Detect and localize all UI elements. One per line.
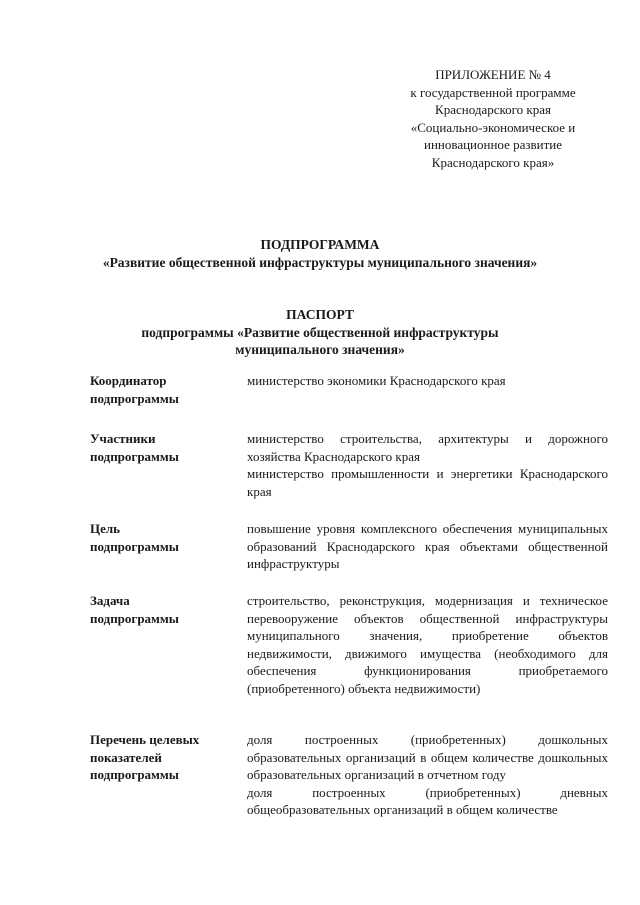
row-value-paragraph: министерство промышленности и энергетики Краснодарского края xyxy=(247,466,608,499)
row-label-line: подпрограммы xyxy=(90,390,179,406)
row-label-line: Участники xyxy=(90,431,156,446)
row-value xyxy=(247,520,608,573)
row-label-line: Задача xyxy=(90,593,130,608)
row-label xyxy=(90,430,247,500)
passport-subtitle-line2: муниципального значения» xyxy=(235,342,405,357)
passport-subtitle-line1: подпрограммы «Развитие общественной инфраструктуры xyxy=(141,324,499,340)
passport-row-coordinator xyxy=(90,372,608,407)
appendix-line: «Социально-экономическое и xyxy=(410,119,576,135)
row-value-paragraph: доля построенных (приобретенных) дневных общеобразовательных организаций в общем количестве xyxy=(247,784,608,817)
row-label xyxy=(90,372,247,407)
row-value xyxy=(247,592,608,697)
appendix-block xyxy=(378,66,608,171)
row-value-paragraph: министерство экономики Краснодарского края xyxy=(247,373,506,388)
passport-title: ПАСПОРТ xyxy=(286,307,354,322)
row-value-paragraph: повышение уровня комплексного обеспечения муниципальных образований Краснодарского края объектами общественной инфраструктуры xyxy=(247,521,608,571)
row-value xyxy=(247,372,608,407)
passport-row-goal xyxy=(90,520,608,573)
row-label xyxy=(90,731,247,819)
passport-row-indicators xyxy=(90,731,608,819)
appendix-line: Краснодарского края xyxy=(435,102,551,117)
row-label-line: подпрограммы xyxy=(90,538,179,554)
subprogram-name: «Развитие общественной инфраструктуры муниципального значения» xyxy=(102,254,538,270)
row-label-line: показателей xyxy=(90,749,162,765)
row-value xyxy=(247,731,608,819)
row-label-line: подпрограммы xyxy=(90,448,179,464)
passport-row-participants xyxy=(90,430,608,500)
row-value xyxy=(247,430,608,500)
appendix-line: ПРИЛОЖЕНИЕ № 4 xyxy=(435,67,551,82)
row-label-line: подпрограммы xyxy=(90,610,179,626)
row-label-line: Цель xyxy=(90,521,121,536)
appendix-line: к государственной программе xyxy=(410,84,576,100)
row-value-paragraph: строительство, реконструкция, модернизация и техническое перевооружение объектов общественной инфраструктуры муниципального значения, приобретение объектов недвижимости, движимого имущества (необходимого для обеспечения функционирования приобретаемого (приобретенного) объекта недвижимости) xyxy=(247,593,608,696)
row-label xyxy=(90,592,247,697)
row-label-line: Координатор xyxy=(90,373,167,388)
subprogram-heading xyxy=(40,236,600,271)
appendix-line: Краснодарского края» xyxy=(431,154,555,170)
row-label xyxy=(90,520,247,573)
row-value-paragraph: министерство строительства, архитектуры и дорожного хозяйства Краснодарского края xyxy=(247,431,608,464)
row-label-line: подпрограммы xyxy=(90,767,179,782)
subprogram-title: ПОДПРОГРАММА xyxy=(260,237,380,252)
appendix-line: инновационное развитие xyxy=(423,137,563,152)
row-value-paragraph: доля построенных (приобретенных) дошкольных образовательных организаций в общем количестве дошкольных образовательных организаций в отчетном году xyxy=(247,732,608,782)
passport-heading xyxy=(40,306,600,359)
passport-row-task xyxy=(90,592,608,697)
row-label-line: Перечень целевых xyxy=(90,732,200,747)
